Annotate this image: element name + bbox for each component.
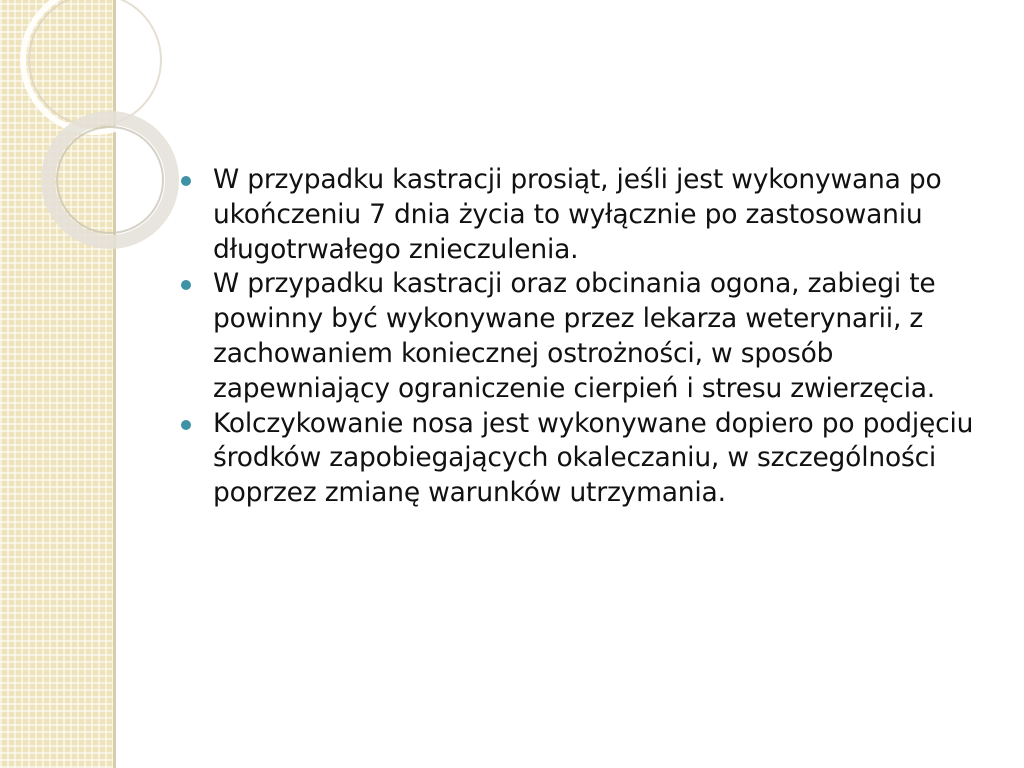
bullet-dot-icon <box>181 176 191 186</box>
decorative-ring-bottom <box>48 118 172 242</box>
bullet-text: Kolczykowanie nosa jest wykonywane dopiero po podjęciu środków zapobiegających okaleczaniu, w szczególności poprzez zmianę warunków utrzymania. <box>213 407 974 509</box>
decorative-ring-top-shadow <box>29 0 161 126</box>
bullet-text: W przypadku kastracji oraz obcinania ogona, zabiegi te powinny być wykonywane przez lekarza weterynarii, z zachowaniem koniecznej ostrożności, w sposób zapewniający ograniczenie cierpień i stresu zwierzęcia. <box>213 268 936 404</box>
bullet-item <box>178 407 993 511</box>
bullet-item <box>178 267 993 406</box>
decorative-rings <box>0 0 180 300</box>
bullet-item <box>178 163 993 267</box>
decorative-ring-top <box>23 0 167 132</box>
bullet-dot-icon <box>181 280 191 290</box>
bullet-text: W przypadku kastracji prosiąt, jeśli jest wykonywana po ukończeniu 7 dnia życia to wyłącznie po zastosowaniu długotrwałego znieczulenia. <box>213 164 942 265</box>
decorative-ring-bottom-inner <box>57 127 163 233</box>
bullet-list <box>178 163 993 511</box>
bullet-dot-icon <box>181 420 191 430</box>
